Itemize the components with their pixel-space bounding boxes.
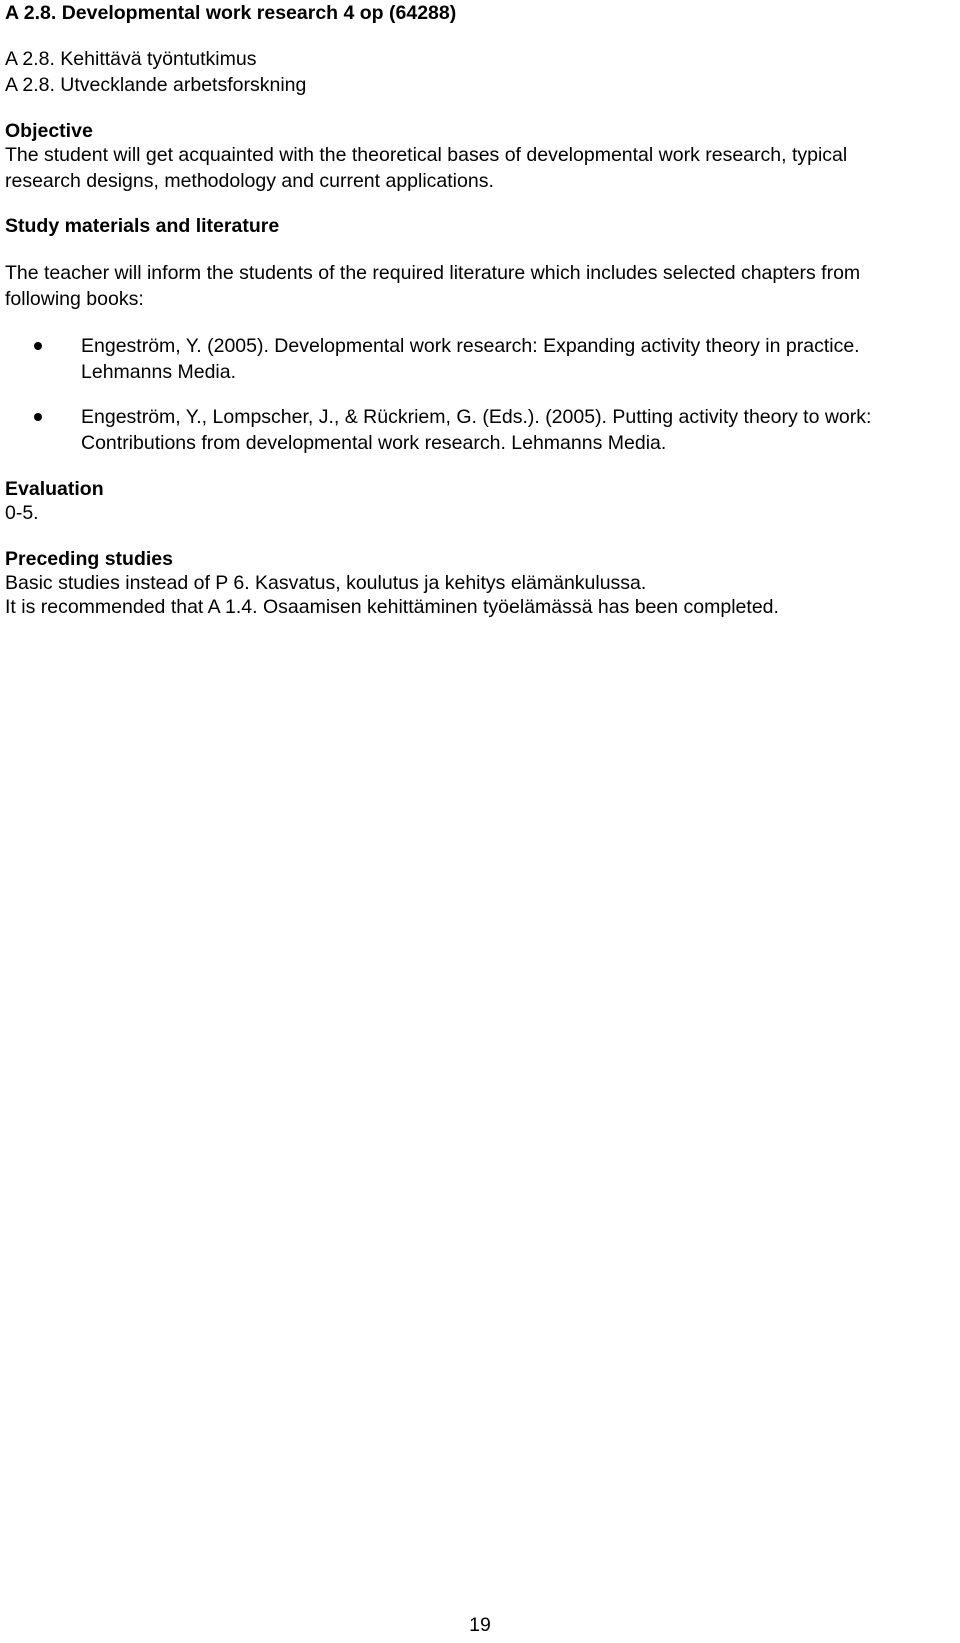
materials-heading: Study materials and literature [5,215,280,237]
preceding-heading: Preceding studies [5,548,173,570]
preceding-text-2: It is recommended that A 1.4. Osaamisen kehittäminen työelämässä has been completed. [5,596,779,618]
preceding-text-1: Basic studies instead of P 6. Kasvatus, koulutus ja kehitys elämänkulussa. [5,572,647,594]
objective-text: The student will get acquainted with the theoretical bases of developmental work research, typical research designs, methodology and current applications. [5,144,848,192]
evaluation-text: 0-5. [5,502,39,524]
list-item [5,404,955,456]
book-list [5,333,955,456]
bullet-icon [34,342,42,350]
book-reference: Engeström, Y. (2005). Developmental work research: Expanding activity theory in practice. Lehmanns Media. [81,335,860,383]
book-reference: Engeström, Y., Lompscher, J., & Rückriem, G. (Eds.). (2005). Putting activity theory to work: Contributions from developmental work research. Lehmanns Media. [81,406,872,454]
objective-heading: Objective [5,120,93,142]
materials-intro: The teacher will inform the students of the required literature which includes selected chapters from following books: [5,262,861,310]
list-item [5,333,955,381]
course-title-swedish: A 2.8. Utvecklande arbetsforskning [5,74,307,96]
course-title: A 2.8. Developmental work research 4 op (64288) [5,2,457,24]
bullet-icon [34,413,42,421]
page-number: 19 [469,1614,491,1636]
course-title-finnish: A 2.8. Kehittävä työntutkimus [5,48,257,70]
evaluation-heading: Evaluation [5,478,104,500]
